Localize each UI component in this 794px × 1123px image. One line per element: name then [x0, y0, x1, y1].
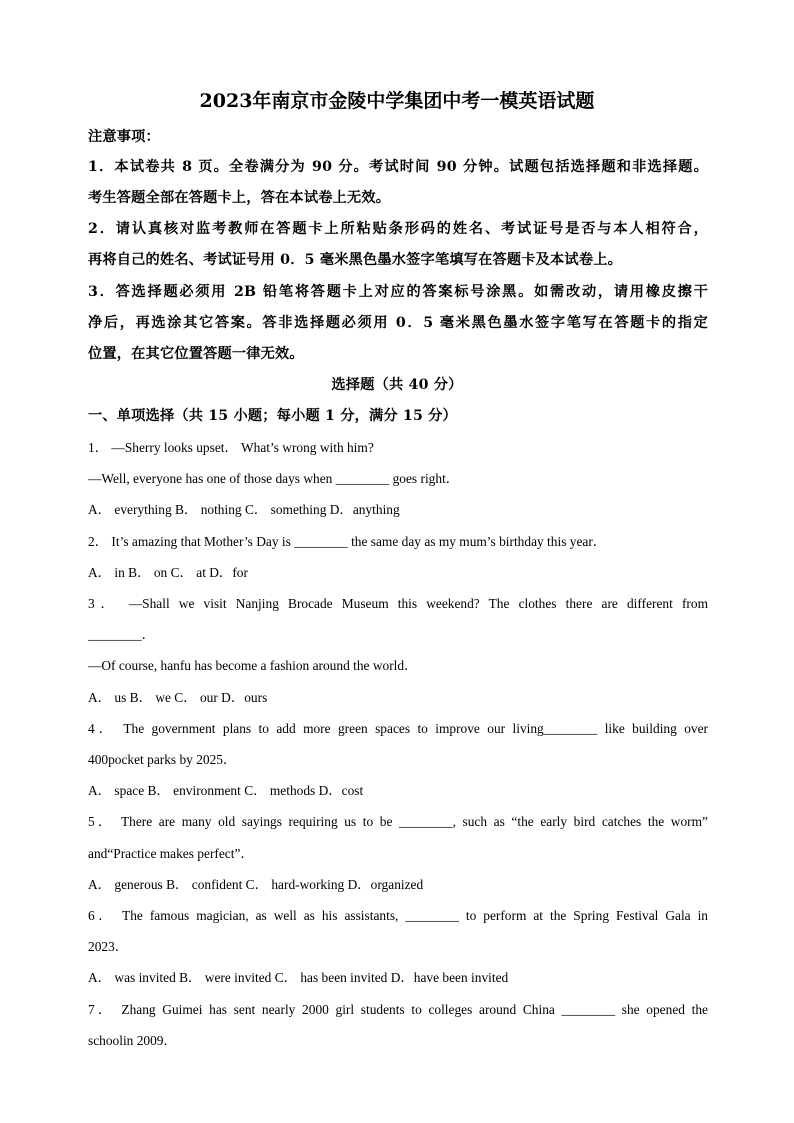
question-stem: ________． — [88, 627, 155, 642]
question-stem: —Of course, hanfu has become a fashion around the world． — [88, 658, 418, 673]
notice-line: 位置，在其它位置答题一律无效。 — [88, 346, 304, 362]
question-options: A． everything B． nothing C． something D．anything — [88, 502, 400, 517]
notice-line: 考生答题全部在答题卡上，答在本试卷上无效。 — [88, 190, 391, 206]
question-stem: 400pocket parks by 2025． — [88, 752, 237, 767]
question-stem: 6． The famous magician, as well as his assistants, ________ to perform at the Spring Festival Gala in — [88, 908, 708, 923]
notice-line: 3．答选择题必须用 2B 铅笔将答题卡上对应的答案标号涂黑。如需改动，请用橡皮擦干 — [88, 284, 708, 300]
question-options: A． was invited B． were invited C． has been invited D．have been invited — [88, 970, 509, 985]
section-title: 选择题（共 40 分） — [331, 377, 463, 393]
question-options: A． us B． we C． our D．ours — [88, 690, 268, 705]
question-stem: schoolin 2009． — [88, 1033, 177, 1048]
question-options: A． in B． on C． at D．for — [88, 565, 248, 580]
question-stem: 2． It’s amazing that Mother’s Day is ________ the same day as my mum’s birthday this year． — [88, 534, 607, 549]
part-title: 一、单项选择（共 15 小题；每小题 1 分，满分 15 分） — [88, 408, 457, 424]
question-options: A． space B． environment C． methods D．cost — [88, 783, 364, 798]
question-stem: 1． —Sherry looks upset． What’s wrong with him? — [88, 440, 374, 455]
question-options: A． generous B． confident C． hard-working D．organized — [88, 877, 424, 892]
page-title: 2023年南京市金陵中学集团中考一模英语试题 — [199, 90, 595, 112]
notice-line: 1．本试卷共 8 页。全卷满分为 90 分。考试时间 90 分钟。试题包括选择题和非选择题。 — [88, 159, 708, 175]
notice-line: 净后，再选涂其它答案。答非选择题必须用 0．5 毫米黑色墨水签字笔写在答题卡的指定 — [88, 315, 708, 331]
question-stem: 4． The government plans to add more green spaces to improve our living________ like building over — [88, 721, 708, 736]
question-stem: 3． —Shall we visit Nanjing Brocade Museum this weekend? The clothes there are different from — [88, 596, 708, 611]
question-stem: —Well, everyone has one of those days when ________ goes right． — [88, 471, 460, 486]
question-stem: 5． There are many old sayings requiring us to be ________, such as “the early bird catches the worm” — [88, 814, 708, 829]
question-stem: and“Practice makes perfect”． — [88, 846, 254, 861]
question-stem: 7． Zhang Guimei has sent nearly 2000 girl students to colleges around China ________ she opened the — [88, 1002, 708, 1017]
notice-heading: 注意事项： — [88, 129, 160, 145]
question-stem: 2023． — [88, 939, 129, 954]
notice-line: 2．请认真核对监考教师在答题卡上所粘贴条形码的姓名、考试证号是否与本人相符合， — [88, 221, 708, 237]
notice-line: 再将自己的姓名、考试证号用 0．5 毫米黑色墨水签字笔填写在答题卡及本试卷上。 — [88, 252, 622, 268]
